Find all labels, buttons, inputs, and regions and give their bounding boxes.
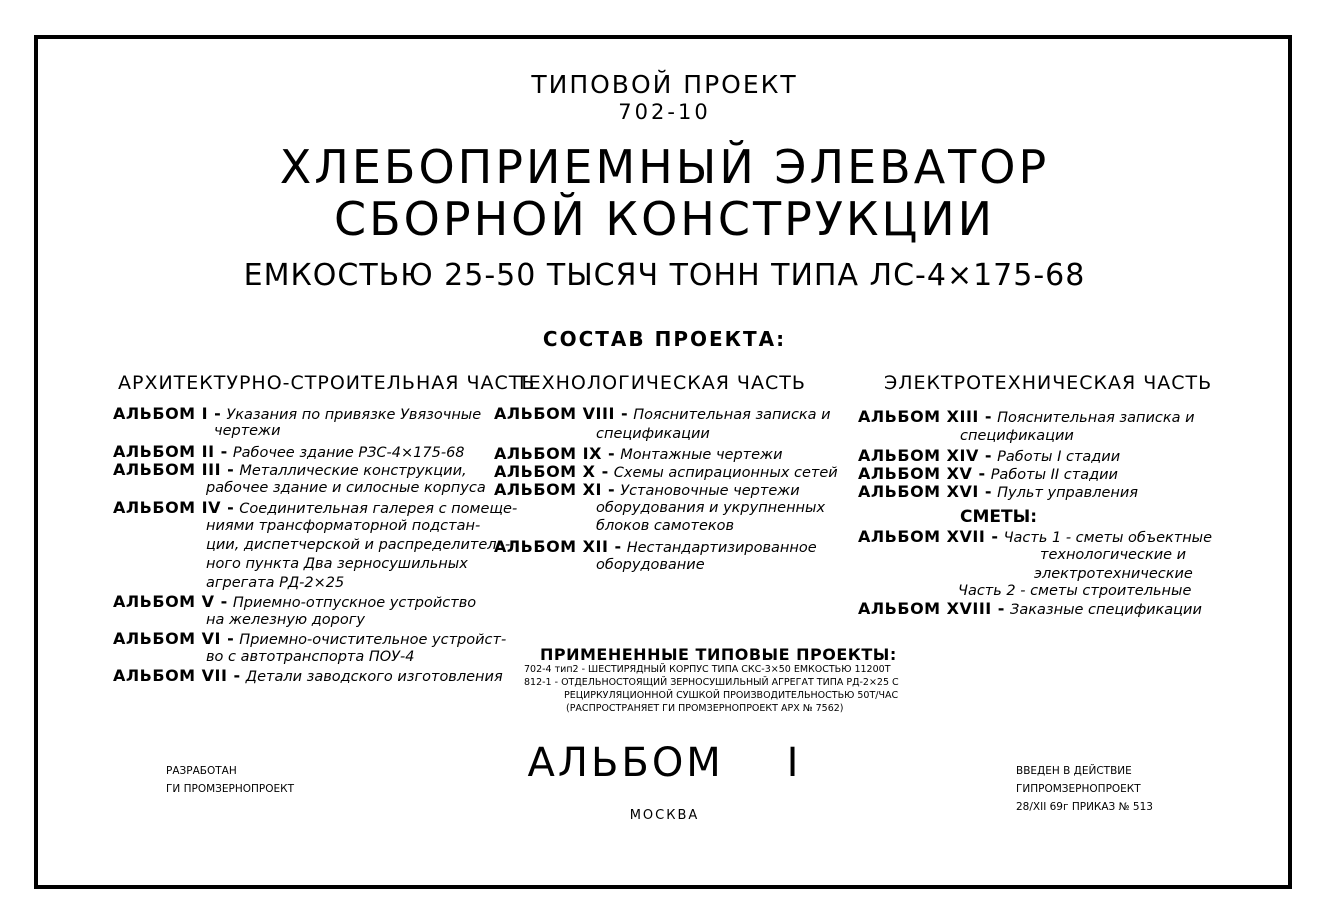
city: МОСКВА [629,808,700,823]
album-desc: Часть 1 - сметы объектные [1003,530,1213,546]
enacted-line: ВВЕДЕН В ДЕЙСТВИЕ [1016,765,1132,777]
album-label: АЛЬБОМ XI - [494,480,616,499]
arch-album-3 [113,461,467,480]
arch-album-5 [113,593,476,612]
arch-album-1 [113,405,481,424]
album-desc: Детали заводского изготовления [245,669,503,685]
arch-album-6 [113,630,506,649]
album-desc: Схемы аспирационных сетей [613,465,838,481]
album-desc: Работы I стадии [997,449,1121,465]
album-desc-cont: ции, диспетчерской и распределитель- [206,537,511,553]
album-number: АЛЬБОМ I [527,740,802,786]
album-desc-cont: электротехнические [1034,566,1193,582]
applied-line: 702-4 тип2 - ШЕСТИРЯДНЫЙ КОРПУС ТИПА СКС-3×50 ЕМКОСТЬЮ 11200Т [524,664,891,675]
album-desc: Пульт управления [997,485,1139,501]
applied-heading: ПРИМЕНЕННЫЕ ТИПОВЫЕ ПРОЕКТЫ: [540,645,897,664]
album-label: АЛЬБОМ V - [113,592,228,611]
title-line-1: ХЛЕБОПРИЕМНЫЙ ЭЛЕВАТОР [279,140,1050,194]
album-label: АЛЬБОМ XII - [494,537,622,556]
album-label: АЛЬБОМ VII - [113,666,241,685]
applied-line: РЕЦИРКУЛЯЦИОННОЙ СУШКОЙ ПРОИЗВОДИТЕЛЬНОСТЬЮ 50Т/ЧАС [564,690,899,701]
arch-album-7 [113,667,503,686]
album-desc-cont: спецификации [596,426,710,442]
developer [166,762,294,798]
album-desc: Металлические конструкции, [239,463,467,479]
album-desc-cont: ного пункта Два зерносушильных [206,556,468,572]
album-desc-cont: агрегата РД-2×25 [206,575,345,591]
album-desc: Работы II стадии [990,467,1118,483]
album-desc: Соединительная галерея с помеще- [239,501,518,517]
album-desc-cont: Часть 2 - сметы строительные [958,583,1192,599]
composition-heading: СОСТАВ ПРОЕКТА: [542,327,787,351]
album-desc-cont: спецификации [960,428,1074,444]
title-line-2: СБОРНОЙ КОНСТРУКЦИИ [333,192,996,246]
album-desc: Установочные чертежи [620,483,800,499]
album-desc-cont: чертежи [214,423,281,439]
album-desc: Пояснительная записка и [633,407,831,423]
project-type: ТИПОВОЙ ПРОЕКТ [531,70,798,99]
album-desc-cont: во с автотранспорта ПОУ-4 [206,649,415,665]
album-label: АЛЬБОМ III - [113,460,235,479]
album-label: АЛЬБОМ XIV - [858,446,993,465]
album-desc: Приемно-очистительное устройст- [239,632,507,648]
tech-album-11 [494,481,800,500]
elec-album-18 [858,600,1202,619]
album-label: АЛЬБОМ XVI - [858,482,993,501]
estimates-heading: СМЕТЫ: [960,507,1038,527]
tech-album-8 [494,405,831,424]
album-label: АЛЬБОМ XVIII - [858,599,1005,618]
enacted [1016,762,1153,816]
album-label: АЛЬБОМ X - [494,462,609,481]
applied-line: 812-1 - ОТДЕЛЬНОСТОЯЩИЙ ЗЕРНОСУШИЛЬНЫЙ АГРЕГАТ ТИПА РД-2×25 С [524,677,899,688]
album-label: АЛЬБОМ I - [113,404,222,423]
album-desc: Пояснительная записка и [997,410,1195,426]
album-desc: Нестандартизированное [626,540,817,556]
album-label: АЛЬБОМ IV - [113,498,235,517]
album-desc-cont: на железную дорогу [206,612,365,628]
album-label: АЛЬБОМ VI - [113,629,235,648]
subtitle: ЕМКОСТЬЮ 25-50 ТЫСЯЧ ТОНН ТИПА ЛС-4×175-68 [243,258,1086,293]
album-desc: Заказные спецификации [1010,602,1202,618]
tech-heading: ТЕХНОЛОГИЧЕСКАЯ ЧАСТЬ [516,372,806,394]
album-desc-cont: рабочее здание и силосные корпуса [206,480,486,496]
tech-album-12 [494,538,817,557]
album-desc-cont: ниями трансформаторной подстан- [206,518,481,534]
album-label: АЛЬБОМ XIII - [858,407,993,426]
arch-heading: АРХИТЕКТУРНО-СТРОИТЕЛЬНАЯ ЧАСТЬ [118,372,536,394]
album-label: АЛЬБОМ II - [113,442,228,461]
album-desc-cont: технологические и [1040,547,1187,563]
elec-album-17 [858,528,1212,547]
album-desc: Рабочее здание РЗС-4×175-68 [232,445,465,461]
album-desc: Приемно-отпускное устройство [232,595,477,611]
album-label: АЛЬБОМ VIII - [494,404,629,423]
applied-line: (РАСПРОСТРАНЯЕТ ГИ ПРОМЗЕРНОПРОЕКТ АРХ № 7562) [566,703,844,714]
developer-line: РАЗРАБОТАН [166,765,237,777]
album-desc-cont: оборудование [596,557,705,573]
elec-heading: ЭЛЕКТРОТЕХНИЧЕСКАЯ ЧАСТЬ [884,372,1213,394]
arch-album-4 [113,499,517,518]
album-desc-cont: оборудования и укрупненных [596,500,826,516]
album-desc: Монтажные чертежи [620,447,783,463]
album-label: АЛЬБОМ IX - [494,444,616,463]
album-label: АЛЬБОМ XVII - [858,527,999,546]
album-desc: Указания по привязке Увязочные [226,407,482,423]
elec-album-16 [858,483,1138,502]
album-label: АЛЬБОМ XV - [858,464,986,483]
enacted-org: ГИПРОМЗЕРНОПРОЕКТ [1016,783,1141,795]
enacted-order: 28/XII 69г ПРИКАЗ № 513 [1016,801,1153,813]
album-desc-cont: блоков самотеков [596,518,735,534]
developer-org: ГИ ПРОМЗЕРНОПРОЕКТ [166,783,294,795]
project-number: 702-10 [618,100,711,124]
elec-album-13 [858,408,1195,427]
